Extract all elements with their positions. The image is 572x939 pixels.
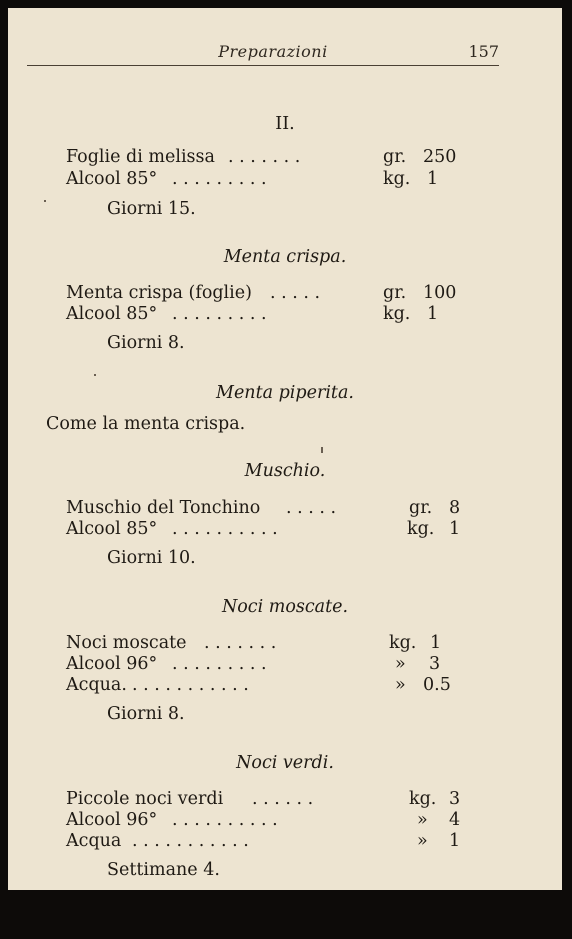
header-rule [27, 65, 499, 66]
ingredient-qty: 3 [429, 654, 441, 674]
ingredient-qty: 1 [449, 519, 461, 539]
running-header-title: Preparazioni [218, 42, 328, 61]
leader-dots: . . . . . . . . . . [172, 519, 278, 539]
leader-dots: . . . . . . . [204, 633, 277, 653]
ingredient-name: Alcool 96° [66, 810, 158, 830]
recipe-title: Menta crispa. [223, 247, 347, 267]
ingredient-unit: kg. [409, 789, 437, 809]
recipe-title: Noci verdi. [236, 753, 334, 773]
leader-dots: . . . . . . . . . [172, 169, 267, 189]
days-note: Giorni 8. [107, 704, 185, 724]
ingredient-name: Menta crispa (foglie) [66, 283, 252, 303]
days-note: Settimane 4. [107, 860, 220, 880]
ingredient-qty: 4 [449, 810, 461, 830]
recipe-title: Noci moscate. [221, 597, 349, 617]
ingredient-unit: kg. [407, 519, 435, 539]
ingredient-name: Piccole noci verdi [66, 789, 224, 809]
ingredient-name: Alcool 96° [66, 654, 158, 674]
ingredient-qty: 3 [449, 789, 461, 809]
ingredient-name: Alcool 85° [66, 169, 158, 189]
ingredient-unit: » [395, 675, 406, 695]
ingredient-qty: 1 [430, 633, 442, 653]
recipe-title: Menta piperita. [216, 383, 354, 403]
ingredient-unit: gr. [409, 498, 433, 518]
ingredient-unit: » [395, 654, 406, 674]
ingredient-qty: 0.5 [423, 675, 451, 695]
leader-dots: . . . . . . [252, 789, 314, 809]
ingredient-qty: 8 [449, 498, 461, 518]
leader-dots: . . . . . . . . . . [172, 810, 278, 830]
ingredient-qty: 1 [427, 169, 439, 189]
days-note: Giorni 15. [107, 199, 196, 219]
ingredient-qty: 1 [427, 304, 439, 324]
ingredient-name: Foglie di melissa [66, 147, 215, 167]
ingredient-name: Acqua [66, 831, 122, 851]
days-note: Giorni 8. [107, 333, 185, 353]
ingredient-row [66, 831, 461, 938]
recipe-title: Muschio. [244, 461, 326, 481]
ingredient-name: Muschio del Tonchino [66, 498, 261, 518]
ingredient-qty: 1 [449, 831, 461, 851]
leader-dots: . . . . . . . . . . . [132, 675, 249, 695]
ingredient-qty: 100 [423, 283, 457, 303]
ingredient-unit: kg. [383, 304, 411, 324]
leader-dots: . . . . . . . . . [172, 304, 267, 324]
leader-dots: . . . . . [286, 498, 337, 518]
ingredient-name: Noci moscate [66, 633, 187, 653]
ingredient-name: Alcool 85° [66, 519, 158, 539]
section-heading-ii: II. [275, 114, 295, 134]
recipe-note: Come la menta crispa. [46, 414, 246, 434]
days-note: Giorni 10. [107, 548, 196, 568]
ingredient-unit: gr. [383, 147, 407, 167]
ingredient-unit: gr. [383, 283, 407, 303]
paper-speck [321, 447, 323, 453]
paper-speck [94, 374, 96, 376]
ingredient-unit: kg. [383, 169, 411, 189]
ingredient-qty: 250 [423, 147, 457, 167]
leader-dots: . . . . . . . [228, 147, 301, 167]
leader-dots: . . . . . [270, 283, 321, 303]
ingredient-unit: kg. [389, 633, 417, 653]
ingredient-unit: » [417, 810, 428, 830]
leader-dots: . . . . . . . . . [172, 654, 267, 674]
paper-speck [44, 200, 46, 202]
ingredient-name: Acqua. [66, 675, 127, 695]
book-page [8, 8, 562, 890]
leader-dots: . . . . . . . . . . . [132, 831, 249, 851]
ingredient-unit: » [417, 831, 428, 851]
ingredient-name: Alcool 85° [66, 304, 158, 324]
page-number: 157 [468, 42, 499, 61]
